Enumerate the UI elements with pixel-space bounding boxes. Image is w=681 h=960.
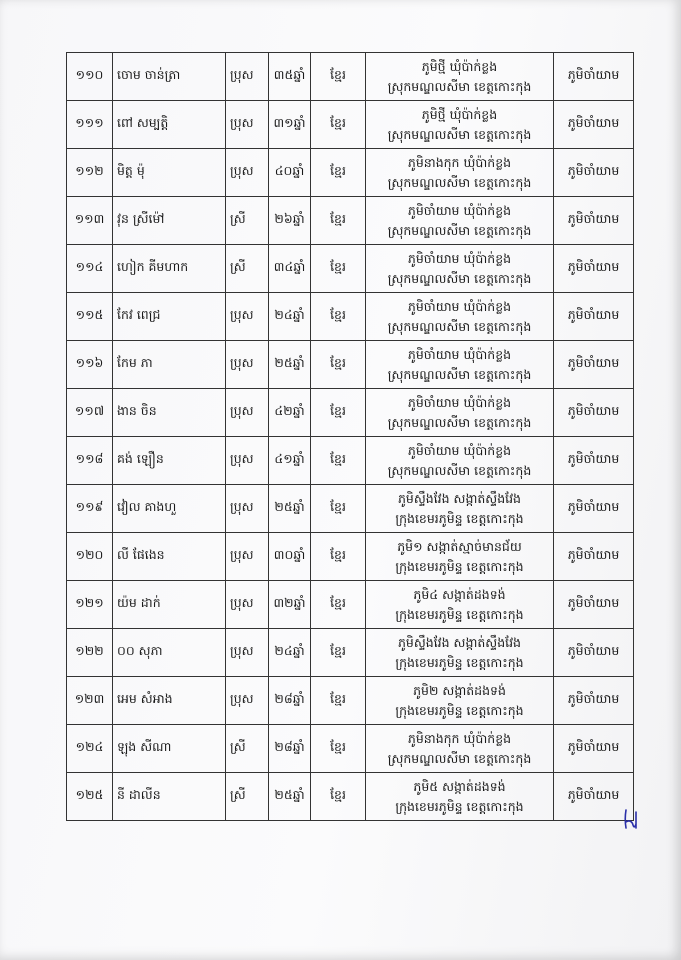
row-number-cell: ១២២ [67, 629, 113, 677]
handwritten-mark [622, 806, 640, 832]
address-line: ភូមិចាំយាម ឃុំប៉ាក់ខ្លង [407, 202, 512, 218]
sex-cell: ប្រុស [226, 341, 269, 389]
age-cell: ៣១ឆ្នាំ [269, 101, 311, 149]
workplace-village-cell: ភូមិចាំយាម [554, 485, 634, 533]
age-cell: ២៨ឆ្នាំ [269, 677, 311, 725]
row-number-cell: ១១៤ [67, 245, 113, 293]
address-line: ស្រុកមណ្ឌលសីមា ខេត្តកោះកុង [387, 222, 532, 238]
row-number-cell: ១២៥ [67, 773, 113, 821]
workplace-village-cell: ភូមិចាំយាម [554, 533, 634, 581]
person-name-cell: វុន ស្រីម៉ៅ [113, 197, 226, 245]
table-row [67, 293, 634, 341]
address-line: ភូមិ៤ សង្កាត់ដងទង់ [413, 586, 506, 602]
workplace-village-cell: ភូមិចាំយាម [554, 389, 634, 437]
address-line: ភូមិចាំយាម ឃុំប៉ាក់ខ្លង [407, 442, 512, 458]
address-cell [366, 389, 554, 437]
sex-cell: ប្រុស [226, 485, 269, 533]
address-line: ក្រុងខេមរភូមិន្ទ ខេត្តកោះកុង [395, 798, 524, 814]
ethnicity-cell: ខ្មែរ [311, 245, 366, 293]
workplace-village-cell: ភូមិចាំយាម [554, 149, 634, 197]
sex-cell: ប្រុស [226, 101, 269, 149]
address-line: ស្រុកមណ្ឌលសីមា ខេត្តកោះកុង [387, 462, 532, 478]
address-cell [366, 197, 554, 245]
workplace-village-cell: ភូមិចាំយាម [554, 341, 634, 389]
workplace-village-cell: ភូមិចាំយាម [554, 101, 634, 149]
age-cell: ២៥ឆ្នាំ [269, 485, 311, 533]
person-name-cell: គង់ ឡឿន [113, 437, 226, 485]
address-line: ភូមិ៥ សង្កាត់ដងទង់ [413, 778, 506, 794]
row-number-cell: ១១០ [67, 53, 113, 101]
person-name-cell: ងាន ចិន [113, 389, 226, 437]
sex-cell: ប្រុស [226, 581, 269, 629]
address-cell [366, 533, 554, 581]
person-name-cell: វៀល គាងហួ [113, 485, 226, 533]
ethnicity-cell: ខ្មែរ [311, 581, 366, 629]
row-number-cell: ១១៩ [67, 485, 113, 533]
row-number-cell: ១២១ [67, 581, 113, 629]
ethnicity-cell: ខ្មែរ [311, 197, 366, 245]
ethnicity-cell: ខ្មែរ [311, 485, 366, 533]
sex-cell: ប្រុស [226, 629, 269, 677]
address-cell [366, 677, 554, 725]
workplace-village-cell: ភូមិចាំយាម [554, 293, 634, 341]
ethnicity-cell: ខ្មែរ [311, 437, 366, 485]
workplace-village-cell: ភូមិចាំយាម [554, 245, 634, 293]
ethnicity-cell: ខ្មែរ [311, 629, 366, 677]
address-line: ភូមិចាំយាម ឃុំប៉ាក់ខ្លង [407, 298, 512, 314]
ethnicity-cell: ខ្មែរ [311, 101, 366, 149]
sex-cell: ស្រី [226, 245, 269, 293]
address-cell [366, 149, 554, 197]
table-row [67, 245, 634, 293]
address-cell [366, 725, 554, 773]
workplace-village-cell: ភូមិចាំយាម [554, 581, 634, 629]
age-cell: ២៤ឆ្នាំ [269, 629, 311, 677]
address-line: ស្រុកមណ្ឌលសីមា ខេត្តកោះកុង [387, 78, 532, 94]
address-line: ភូមិចាំយាម ឃុំប៉ាក់ខ្លង [407, 394, 512, 410]
person-name-cell: លី ផែងេន [113, 533, 226, 581]
row-number-cell: ១១៧ [67, 389, 113, 437]
person-name-cell: ហៀក គីមហាក [113, 245, 226, 293]
age-cell: ៤២ឆ្នាំ [269, 389, 311, 437]
row-number-cell: ១១៥ [67, 293, 113, 341]
ethnicity-cell: ខ្មែរ [311, 677, 366, 725]
person-name-cell: មិត្ត ម៉ុ [113, 149, 226, 197]
address-line: ស្រុកមណ្ឌលសីមា ខេត្តកោះកុង [387, 270, 532, 286]
ethnicity-cell: ខ្មែរ [311, 725, 366, 773]
row-number-cell: ១១២ [67, 149, 113, 197]
table-row [67, 629, 634, 677]
sex-cell: ប្រុស [226, 389, 269, 437]
address-line: ភូមិស្ទឹងវែង សង្កាត់ស្ទឹងវែង [398, 634, 521, 650]
address-line: ភូមិនាងកុក ឃុំប៉ាក់ខ្លង [407, 730, 512, 746]
age-cell: ៤០ឆ្នាំ [269, 149, 311, 197]
address-cell [366, 341, 554, 389]
address-cell [366, 773, 554, 821]
sex-cell: ប្រុស [226, 53, 269, 101]
ethnicity-cell: ខ្មែរ [311, 773, 366, 821]
address-line: ភូមិស្ទឹងវែង សង្កាត់ស្ទឹងវែង [398, 490, 521, 506]
sex-cell: ប្រុស [226, 149, 269, 197]
age-cell: ២៦ឆ្នាំ [269, 197, 311, 245]
workplace-village-cell: ភូមិចាំយាម [554, 677, 634, 725]
sex-cell: ស្រី [226, 725, 269, 773]
sex-cell: ប្រុស [226, 293, 269, 341]
address-line: ភូមិចាំយាម ឃុំប៉ាក់ខ្លង [407, 346, 512, 362]
sex-cell: ប្រុស [226, 677, 269, 725]
row-number-cell: ១២៣ [67, 677, 113, 725]
table-row [67, 773, 634, 821]
row-number-cell: ១១៣ [67, 197, 113, 245]
person-name-cell: ពៅ សម្បត្តិ [113, 101, 226, 149]
address-line: ស្រុកមណ្ឌលសីមា ខេត្តកោះកុង [387, 174, 532, 190]
ethnicity-cell: ខ្មែរ [311, 533, 366, 581]
age-cell: ២៥ឆ្នាំ [269, 773, 311, 821]
age-cell: ៣២ឆ្នាំ [269, 581, 311, 629]
age-cell: ៣៥ឆ្នាំ [269, 53, 311, 101]
workplace-village-cell: ភូមិចាំយាម [554, 725, 634, 773]
address-cell [366, 581, 554, 629]
address-cell [366, 101, 554, 149]
table-row [67, 581, 634, 629]
address-line: ស្រុកមណ្ឌលសីមា ខេត្តកោះកុង [387, 318, 532, 334]
address-cell [366, 629, 554, 677]
registry-table [66, 52, 634, 821]
address-line: ភូមិថ្មី ឃុំប៉ាក់ខ្លង [421, 106, 498, 122]
address-cell [366, 53, 554, 101]
sex-cell: ប្រុស [226, 437, 269, 485]
table-row [67, 341, 634, 389]
address-line: ក្រុងខេមរភូមិន្ទ ខេត្តកោះកុង [395, 654, 524, 670]
sex-cell: ស្រី [226, 773, 269, 821]
table-row [67, 197, 634, 245]
person-name-cell: យ៉ម ដាក់ [113, 581, 226, 629]
address-line: ភូមិចាំយាម ឃុំប៉ាក់ខ្លង [407, 250, 512, 266]
person-name-cell: កែម ភា [113, 341, 226, 389]
person-name-cell: ឡុង សីណា [113, 725, 226, 773]
person-name-cell: ០០ សុភា [113, 629, 226, 677]
table-row [67, 101, 634, 149]
row-number-cell: ១១១ [67, 101, 113, 149]
table-row [67, 533, 634, 581]
sex-cell: ប្រុស [226, 533, 269, 581]
table-row [67, 389, 634, 437]
ethnicity-cell: ខ្មែរ [311, 389, 366, 437]
ethnicity-cell: ខ្មែរ [311, 149, 366, 197]
address-cell [366, 437, 554, 485]
address-cell [366, 293, 554, 341]
age-cell: ៤១ឆ្នាំ [269, 437, 311, 485]
address-cell [366, 245, 554, 293]
age-cell: ២៥ឆ្នាំ [269, 341, 311, 389]
row-number-cell: ១១៨ [67, 437, 113, 485]
table-row [67, 677, 634, 725]
age-cell: ៣៤ឆ្នាំ [269, 245, 311, 293]
row-number-cell: ១១៦ [67, 341, 113, 389]
address-line: ភូមិ២ សង្កាត់ដងទង់ [413, 682, 506, 698]
age-cell: ២៤ឆ្នាំ [269, 293, 311, 341]
table-row [67, 437, 634, 485]
workplace-village-cell: ភូមិចាំយាម [554, 197, 634, 245]
table-row [67, 149, 634, 197]
workplace-village-cell: ភូមិចាំយាម [554, 629, 634, 677]
address-line: ក្រុងខេមរភូមិន្ទ ខេត្តកោះកុង [395, 558, 524, 574]
table-row [67, 53, 634, 101]
address-line: ស្រុកមណ្ឌលសីមា ខេត្តកោះកុង [387, 750, 532, 766]
person-name-cell: អេម សំអាង [113, 677, 226, 725]
workplace-village-cell: ភូមិចាំយាម [554, 437, 634, 485]
address-line: ស្រុកមណ្ឌលសីមា ខេត្តកោះកុង [387, 126, 532, 142]
address-line: ស្រុកមណ្ឌលសីមា ខេត្តកោះកុង [387, 366, 532, 382]
address-line: ភូមិថ្មី ឃុំប៉ាក់ខ្លង [421, 58, 498, 74]
address-line: ភូមិនាងកុក ឃុំប៉ាក់ខ្លង [407, 154, 512, 170]
address-line: ភូមិ១ សង្កាត់ស្មាច់មានជ័យ [397, 538, 522, 554]
ethnicity-cell: ខ្មែរ [311, 293, 366, 341]
sex-cell: ស្រី [226, 197, 269, 245]
table-body [67, 53, 634, 821]
table-row [67, 725, 634, 773]
address-line: ក្រុងខេមរភូមិន្ទ ខេត្តកោះកុង [395, 510, 524, 526]
ethnicity-cell: ខ្មែរ [311, 341, 366, 389]
workplace-village-cell: ភូមិចាំយាម [554, 773, 634, 821]
address-line: ក្រុងខេមរភូមិន្ទ ខេត្តកោះកុង [395, 606, 524, 622]
address-cell [366, 485, 554, 533]
person-name-cell: កែវ ពេជ្រ [113, 293, 226, 341]
age-cell: ២៨ឆ្នាំ [269, 725, 311, 773]
workplace-village-cell: ភូមិចាំយាម [554, 53, 634, 101]
age-cell: ៣០ឆ្នាំ [269, 533, 311, 581]
table-row [67, 485, 634, 533]
address-line: ស្រុកមណ្ឌលសីមា ខេត្តកោះកុង [387, 414, 532, 430]
person-name-cell: នី ដាលីន [113, 773, 226, 821]
address-line: ក្រុងខេមរភូមិន្ទ ខេត្តកោះកុង [395, 702, 524, 718]
person-name-cell: ចោម ចាន់ត្រា [113, 53, 226, 101]
row-number-cell: ១២០ [67, 533, 113, 581]
ethnicity-cell: ខ្មែរ [311, 53, 366, 101]
row-number-cell: ១២៤ [67, 725, 113, 773]
